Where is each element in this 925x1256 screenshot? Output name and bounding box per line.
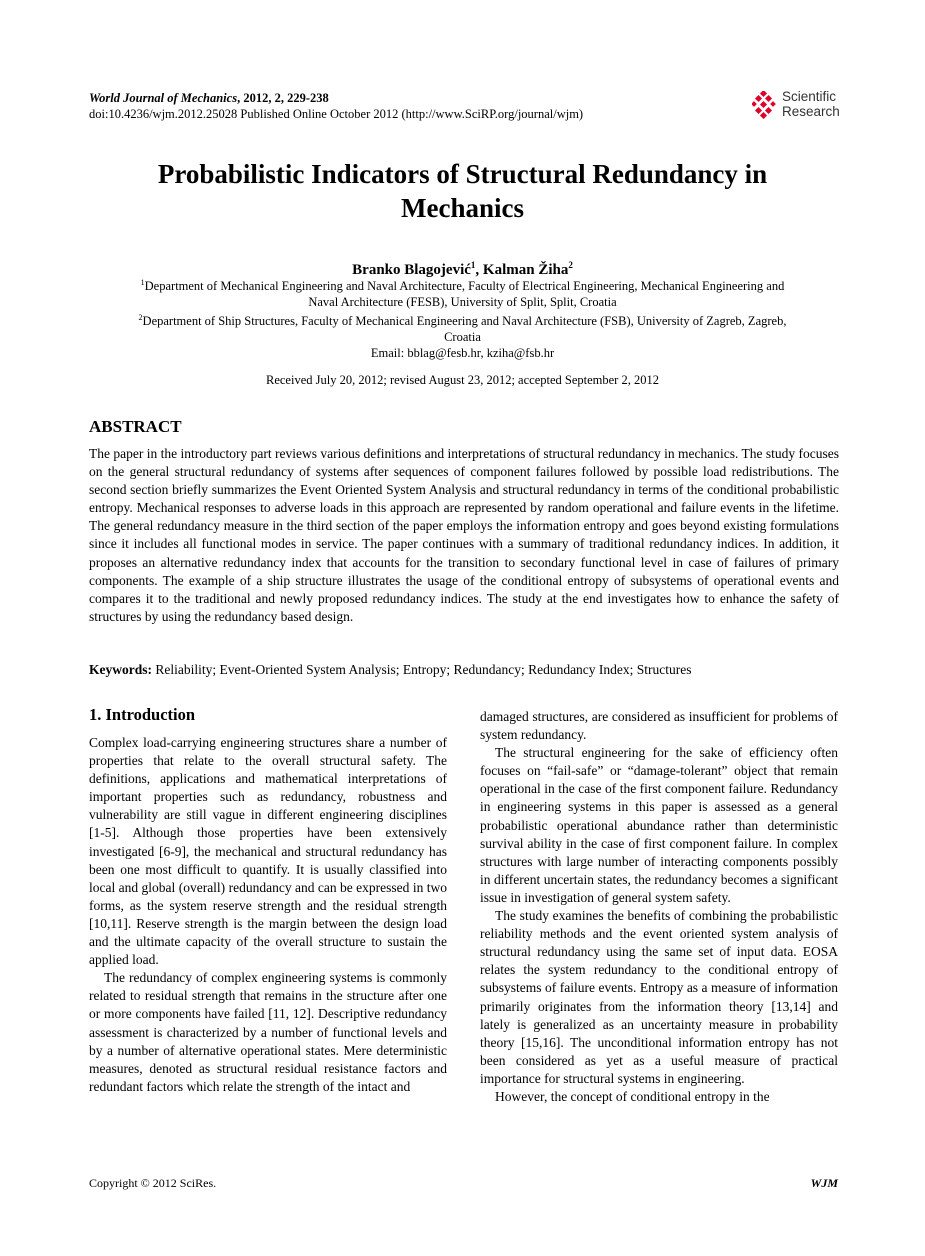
scirp-logo-icon	[752, 91, 778, 119]
keywords-text: Reliability; Event-Oriented System Analysis; Entropy; Redundancy; Redundancy Index; Structures	[152, 662, 692, 677]
author-2-affil: 2	[568, 260, 573, 270]
affiliation-2-line-2: Croatia	[444, 330, 481, 345]
affiliation-2-line-1	[90, 310, 835, 329]
intro-paragraph-4: The study examines the benefits of combining the probabilistic reliability methods and the event oriented system analysis of structural redundancy using the same set of input data. EOSA relates the system redundancy to the conditional entropy of subsystems of failure events. Entropy as a measure of information primarily originates from the information theory [13,14] and lately is generalized as an uncertainty measure in probability theory [15,16]. The unconditional information entropy has not been considered as yet as a useful measure of practical importance for structural systems in engineering.	[480, 908, 838, 1086]
affiliations	[90, 275, 835, 361]
author-separator: ,	[475, 262, 483, 278]
affiliation-1-line-2: Naval Architecture (FESB), University of Split, Split, Croatia	[308, 295, 617, 310]
author-1-affil: 1	[470, 260, 476, 270]
author-2: Kalman Žiha	[482, 262, 569, 278]
publisher-name-line2: Research	[782, 104, 840, 119]
intro-paragraph-2: The redundancy of complex engineering systems is commonly related to residual strength that remains in the structure after one or more components have failed [11, 12]. Descriptive redundancy assessment is characterized by a number of functional levels and by a number of alternative operational states. Mere deterministic measures, denoted as structural residual resistance factors and redundant factors which relate the strength of the intact and	[89, 970, 447, 1094]
keywords	[89, 661, 839, 679]
intro-paragraph-5: However, the concept of conditional entropy in the	[495, 1088, 770, 1104]
author-emails: Email: bblag@fesb.hr, kziha@fsb.hr	[370, 346, 555, 361]
received-dates: Received July 20, 2012; revised August 23, 2012; accepted September 2, 2012	[266, 373, 659, 387]
journal-name: World Journal of Mechanics	[89, 91, 238, 105]
abstract-heading: ABSTRACT	[89, 417, 182, 436]
publisher-name-line1: Scientific	[782, 89, 837, 104]
left-column	[89, 734, 447, 1096]
title-line-1: Probabilistic Indicators of Structural Redundancy in	[157, 159, 768, 189]
affiliation-2-text: Department of Ship Structures, Faculty of Mechanical Engineering and Naval Architecture (FSB), University of Zagreb, Zagreb,	[142, 314, 787, 329]
author-1: Branko Blagojević	[352, 262, 471, 278]
abstract-body: The paper in the introductory part reviews various definitions and interpretations of structural redundancy in mechanics. The study focuses on the general structural redundancy of systems after sequences of component failures followed by possible load redistributions. The second section briefly summarizes the Event Oriented System Analysis and structural redundancy in terms of the conditional probabilistic entropy. Mechanical responses to adverse loads in this approach are represented by random operational and failure events in the lifetime. The general redundancy measure in the third section of the paper employs the information entropy and goes beyond existing formulations since it includes all functional modes in service. The paper continues with a summary of traditional redundancy indices. In addition, it proposes an alternative redundancy index that accounts for the transition to secondary functional level in case of failures of primary components. The example of a ship structure illustrates the usage of the conditional entropy of subsystems of operational events and compares it to the traditional and newly proposed redundancy indices. The study at the end investigates how to enhance the safety of structures by using the redundancy based design.	[89, 446, 839, 624]
footer-copyright: Copyright © 2012 SciRes.	[89, 1176, 217, 1190]
affiliation-1-text: Department of Mechanical Engineering and Naval Architecture, Faculty of Electrical Engineering, Mechanical Engineering and	[144, 279, 785, 294]
footer-journal-abbr: WJM	[810, 1176, 838, 1190]
intro-paragraph-1: Complex load-carrying engineering structures share a number of properties that relate to the overall structural safety. The definitions, applications and mathematical interpretations of important properties such as redundancy, robustness and vulnerability are still vague in different engineering disciplines [1-5]. Although those properties have been extensively investigated [6-9], the mechanical and structural redundancy has been one most difficult to quantify. It is usually classified into local and global (overall) redundancy and can be expressed in two forms, as the system reserve strength and the residual strength [10,11]. Reserve strength is the margin between the design load and the ultimate capacity of the overall structure to sustain the applied load.	[89, 735, 447, 968]
doi-line: doi:10.4236/wjm.2012.25028 Published Online October 2012 (http://www.SciRP.org/journal/wjm)	[89, 107, 584, 121]
title-line-2: Mechanics	[401, 193, 524, 223]
publisher-logo	[752, 89, 852, 123]
intro-paragraph-2-continued: damaged structures, are considered as insufficient for problems of system redundancy.	[480, 709, 838, 743]
section-heading-introduction: 1. Introduction	[89, 705, 196, 724]
intro-paragraph-3: The structural engineering for the sake of efficiency often focuses on “fail-safe” or “damage-tolerant” object that remain operational in the case of the first component failure. Redundancy in engineering systems in this paper is assessed as a general probabilistic operational abundance rather than deterministic survival ability in the case of first component failure. In complex structures with large number of interacting components possibly in different uncertain states, the redundancy becomes a significant issue in investigation of general system safety.	[480, 745, 838, 905]
journal-header	[89, 90, 583, 122]
affiliation-1-line-1	[90, 275, 835, 294]
paper-title	[60, 157, 865, 225]
keywords-label: Keywords:	[89, 662, 152, 677]
affiliation-1-marker: 1	[140, 278, 145, 287]
right-column	[480, 708, 838, 1106]
journal-volume-info: , 2012, 2, 229-238	[237, 91, 329, 105]
affiliation-2-marker: 2	[138, 313, 143, 323]
